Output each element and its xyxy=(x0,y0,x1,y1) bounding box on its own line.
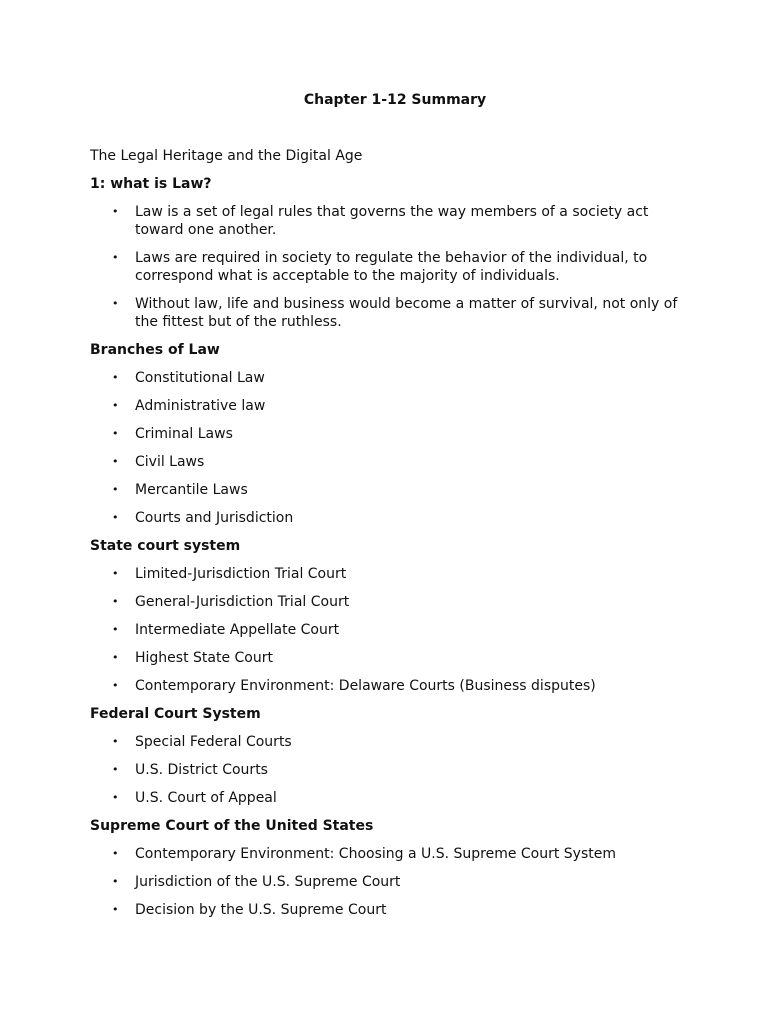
document-intro: The Legal Heritage and the Digital Age xyxy=(90,148,363,164)
document-sections xyxy=(90,175,678,919)
list-item xyxy=(90,203,678,239)
list-item-text: Contemporary Environment: Choosing a U.S. Supreme Court System xyxy=(135,846,617,862)
list-item-text: Limited-Jurisdiction Trial Court xyxy=(135,566,347,582)
bullet-icon: • xyxy=(112,567,119,580)
bullet-icon: • xyxy=(112,251,119,264)
bullet-icon: • xyxy=(112,455,119,468)
list-item xyxy=(90,509,678,527)
bullet-list xyxy=(90,203,678,331)
list-item xyxy=(90,873,678,891)
bullet-list xyxy=(90,369,678,527)
bullet-icon: • xyxy=(112,679,119,692)
list-item xyxy=(90,733,678,751)
bullet-icon: • xyxy=(112,511,119,524)
list-item-text: Jurisdiction of the U.S. Supreme Court xyxy=(135,874,401,890)
bullet-list xyxy=(90,845,678,919)
bullet-icon: • xyxy=(112,735,119,748)
list-item-text: Highest State Court xyxy=(135,650,273,666)
list-item xyxy=(90,649,678,667)
list-item xyxy=(90,677,678,695)
bullet-icon: • xyxy=(112,623,119,636)
list-item-text: Constitutional Law xyxy=(135,370,265,386)
list-item-text: Criminal Laws xyxy=(135,426,233,442)
bullet-list xyxy=(90,733,678,807)
bullet-icon: • xyxy=(112,399,119,412)
bullet-icon: • xyxy=(112,875,119,888)
list-item-text: U.S. District Courts xyxy=(135,762,268,778)
list-item-text: Administrative law xyxy=(135,398,266,414)
list-item-text: Laws are required in society to regulate the behavior of the individual, to correspond what is acceptable to the majority of individuals. xyxy=(135,250,648,284)
section-heading: Branches of Law xyxy=(90,342,220,358)
list-item xyxy=(90,845,678,863)
list-item-text: Special Federal Courts xyxy=(135,734,292,750)
list-item-text: Decision by the U.S. Supreme Court xyxy=(135,902,387,918)
bullet-icon: • xyxy=(112,297,119,310)
section-heading: Federal Court System xyxy=(90,706,261,722)
bullet-icon: • xyxy=(112,483,119,496)
list-item-text: Law is a set of legal rules that governs the way members of a society act toward one another. xyxy=(135,204,649,238)
list-item-text: Civil Laws xyxy=(135,454,205,470)
bullet-icon: • xyxy=(112,595,119,608)
bullet-icon: • xyxy=(112,903,119,916)
list-item xyxy=(90,249,678,285)
bullet-icon: • xyxy=(112,791,119,804)
bullet-icon: • xyxy=(112,763,119,776)
list-item xyxy=(90,565,678,583)
bullet-icon: • xyxy=(112,371,119,384)
list-item-text: General-Jurisdiction Trial Court xyxy=(135,594,350,610)
list-item xyxy=(90,453,678,471)
list-item xyxy=(90,425,678,443)
list-item xyxy=(90,397,678,415)
list-item xyxy=(90,789,678,807)
list-item xyxy=(90,369,678,387)
list-item-text: Without law, life and business would become a matter of survival, not only of the fittest but of the ruthless. xyxy=(135,296,678,330)
bullet-list xyxy=(90,565,678,695)
section-heading: 1: what is Law? xyxy=(90,176,212,192)
bullet-icon: • xyxy=(112,205,119,218)
list-item xyxy=(90,593,678,611)
bullet-icon: • xyxy=(112,651,119,664)
list-item xyxy=(90,481,678,499)
list-item-text: Courts and Jurisdiction xyxy=(135,510,294,526)
list-item xyxy=(90,901,678,919)
section-heading: State court system xyxy=(90,538,241,554)
document-title: Chapter 1-12 Summary xyxy=(303,92,487,108)
list-item-text: Contemporary Environment: Delaware Courts (Business disputes) xyxy=(135,678,596,694)
list-item-text: Mercantile Laws xyxy=(135,482,248,498)
bullet-icon: • xyxy=(112,427,119,440)
section-heading: Supreme Court of the United States xyxy=(90,818,374,834)
list-item xyxy=(90,761,678,779)
list-item-text: Intermediate Appellate Court xyxy=(135,622,340,638)
list-item xyxy=(90,295,678,331)
list-item-text: U.S. Court of Appeal xyxy=(135,790,277,806)
bullet-icon: • xyxy=(112,847,119,860)
list-item xyxy=(90,621,678,639)
